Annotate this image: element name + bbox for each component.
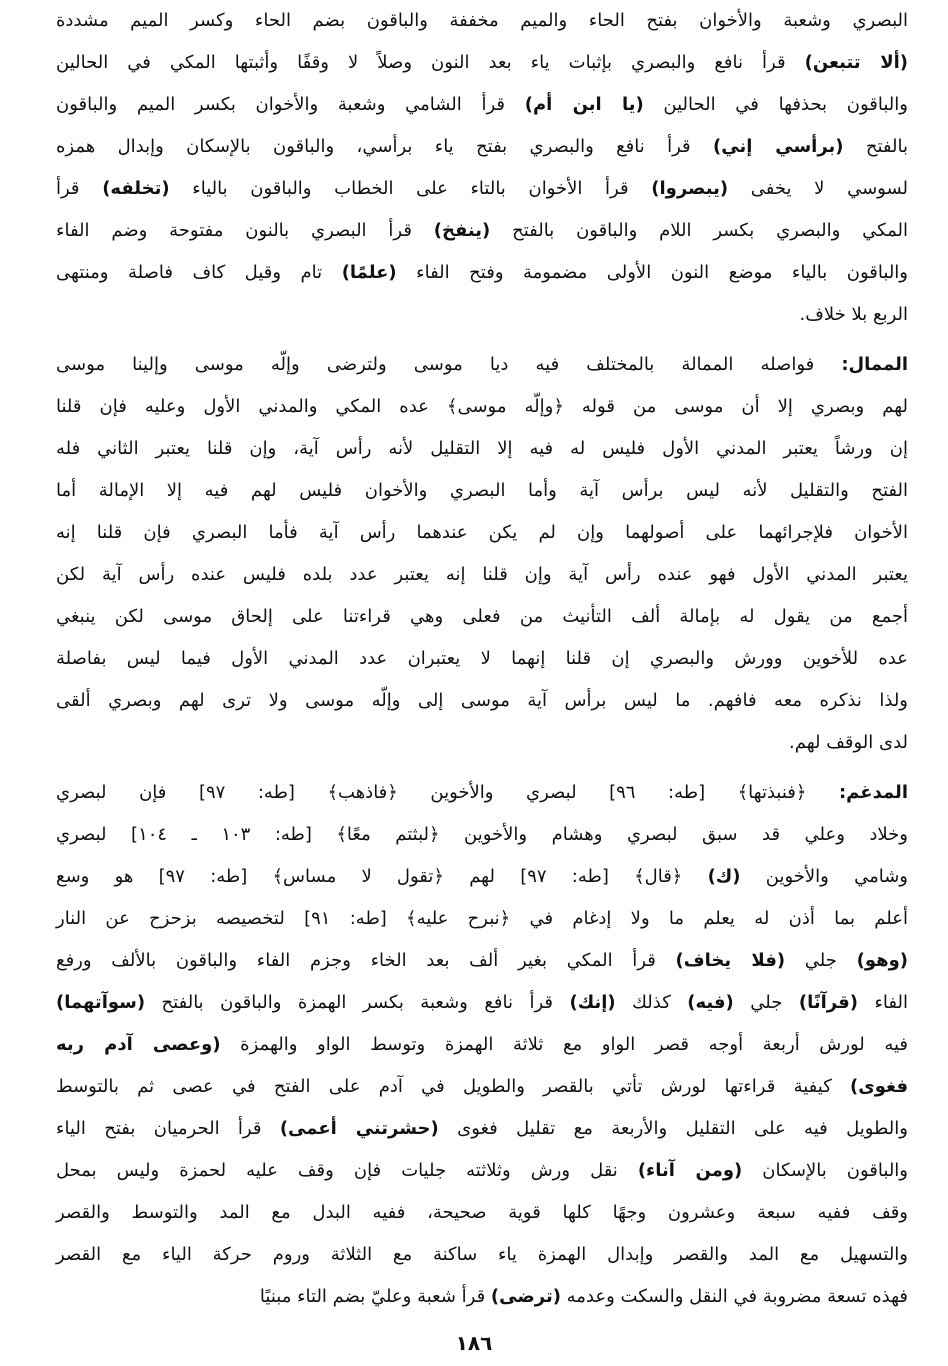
quranic-term: (قرآنًا): [798, 992, 858, 1013]
quranic-term: (سوآتهما): [56, 992, 146, 1013]
text-run: نقل ورش وثلاثته جليات فإن وقف عليه لحمزة وليس بمحل: [56, 1160, 638, 1181]
text-run: جلي: [733, 992, 799, 1013]
quranic-term: (ومن آناء): [637, 1160, 743, 1181]
text-line: [56, 294, 908, 336]
text-line: [56, 344, 908, 386]
text-run: فهذه تسعة مضروبة في النقل والسكت وعدمه: [560, 1286, 908, 1307]
text-run: والباقون بحذفها في الحالين: [643, 94, 908, 115]
text-run: كذلك: [615, 992, 688, 1013]
text-run: الربع بلا خلاف.: [799, 304, 908, 325]
text-run: بالفتح: [843, 136, 908, 157]
quranic-term: (فيه): [687, 992, 734, 1013]
text-line: [56, 126, 908, 168]
text-line: [56, 940, 908, 982]
text-run: إن ورشاً يعتبر المدني الأول فليس له فيه إلا التقليل لأنه رأس آية، وإن قلنا يعتبر الثاني فله: [56, 438, 908, 459]
text-run: ﴿فنبذتها﴾ [طه: ٩٦] لبصري والأخوين ﴿فاذهب﴾ [طه: ٩٧] فإن لبصري: [56, 782, 839, 803]
text-run: قرأ المكي بغير ألف بعد الخاء وجزم الفاء والباقون بالألف ورفع: [56, 950, 676, 971]
quranic-term: (إنك): [569, 992, 616, 1013]
text-line: [56, 638, 908, 680]
text-line: [56, 1108, 908, 1150]
paragraph-readings: [56, 0, 908, 336]
text-run: وشامي والأخوين: [740, 866, 908, 887]
text-run: ولذا نذكره معه فافهم. ما ليس برأس آية موسى إلى وإلّه موسى ولا ترى لهم وبصري ألقى: [56, 690, 908, 711]
paragraph-mudgham: [56, 772, 908, 1318]
text-run: قرأ نافع وشعبة بكسر الهمزة والباقون بالفتح: [145, 992, 570, 1013]
text-line: [56, 814, 908, 856]
quranic-term: (ألا تتبعن): [804, 52, 909, 73]
text-line: [56, 1276, 908, 1318]
quranic-term: (وهو): [856, 950, 909, 971]
text-run: لهم وبصري إلا أن موسى من قوله ﴿وإلّه موسى﴾ عده المكي والمدني الأول وعليه فإن قلنا: [56, 396, 908, 417]
text-run: المكي والبصري بكسر اللام والباقون بالفتح: [490, 220, 908, 241]
text-run: جلي: [785, 950, 857, 971]
text-line: [56, 386, 908, 428]
quranic-term: فغوى): [850, 1076, 908, 1097]
text-run: لسوسي لا يخفى: [728, 178, 909, 199]
quranic-term: (علمًا): [341, 262, 397, 283]
text-run: قرأ نافع والبصري بفتح ياء برأسي، والباقون بالإسكان وإبدال همزه: [56, 136, 713, 157]
text-run: عده للأخوين وورش والبصري إن قلنا إنهما لا يعتبران عدد المدني الأول فيما ليس بفاصلة: [56, 648, 908, 669]
text-run: والباقون بالإسكان: [742, 1160, 908, 1181]
text-run: أجمع من يقول له بإمالة ألف التأنيث من فعلى وهي قراءتنا على إلحاق موسى لكن ينبغي: [56, 606, 908, 627]
text-line: [56, 772, 908, 814]
text-run: قرأ الأخوان بالتاء على الخطاب والباقون بالياء: [169, 178, 652, 199]
text-run: والطويل فيه على التقليل والأربعة مع تقليل فغوى: [438, 1118, 908, 1139]
quranic-term: (ينفخ): [433, 220, 491, 241]
text-line: [56, 856, 908, 898]
quranic-term: (يبصروا): [651, 178, 729, 199]
text-run: ﴿قال﴾ [طه: ٩٧] لهم ﴿تقول لا مساس﴾ [طه: ٩٧] هو وسع: [56, 866, 708, 887]
text-line: [56, 42, 908, 84]
book-page: [56, 0, 908, 1318]
section-heading: المدغم:: [838, 782, 908, 803]
text-line: [56, 84, 908, 126]
text-line: [56, 470, 908, 512]
paragraph-mumal: [56, 344, 908, 764]
text-run: وقف ففيه سبعة وعشرون وجهًا كلها قوية صحيحة، ففيه البدل مع المد والتوسط والقصر: [56, 1202, 908, 1223]
text-line: [56, 512, 908, 554]
text-run: قرأ الحرميان بفتح الياء: [56, 1118, 280, 1139]
quranic-term: (فلا يخاف): [675, 950, 786, 971]
text-line: [56, 168, 908, 210]
text-line: [56, 1024, 908, 1066]
text-line: [56, 210, 908, 252]
text-run: قرأ: [56, 178, 103, 199]
text-line: [56, 680, 908, 722]
quranic-term: (ترضى): [490, 1286, 561, 1307]
text-run: أعلم بما أذن له يعلم ما ولا إدغام في ﴿نبرح عليه﴾ [طه: ٩١] لتخصيصه بزحزح عن النار: [56, 908, 908, 929]
text-run: والتسهيل مع المد والقصر وإبدال الهمزة ياء ساكنة مع الثلاثة وروم حركة الياء مع القصر: [56, 1244, 908, 1265]
quranic-term: (ك): [707, 866, 741, 887]
text-run: وخلاد وعلي قد سبق لبصري وهشام والأخوين ﴿لبثتم معًا﴾ [طه: ١٠٣ ـ ١٠٤] لبصري: [56, 824, 908, 845]
text-run: كيفية قراءتها لورش تأتي بالقصر والطويل في آدم على الفتح في عصى ثم بالتوسط: [56, 1076, 851, 1097]
text-line: [56, 596, 908, 638]
text-line: [56, 722, 908, 764]
quranic-term: (وعصى آدم ربه: [56, 1034, 221, 1055]
text-run: قرأ شعبة وعليّ بضم التاء مبنيًا: [259, 1286, 491, 1307]
section-heading: الممال:: [841, 354, 908, 375]
text-run: فواصله الممالة بالمختلف فيه ديا موسى ولترضى وإلّه موسى وإلينا موسى: [56, 354, 842, 375]
text-run: قرأ نافع والبصري بإثبات ياء بعد النون وصلاً لا وقفًا وأثبتها المكي في الحالين: [56, 52, 805, 73]
text-run: فيه لورش أربعة أوجه قصر الواو مع ثلاثة الهمزة وتوسط الواو والهمزة: [220, 1034, 909, 1055]
quranic-term: (برأسي إني): [713, 136, 844, 157]
text-run: قرأ البصري بالنون مفتوحة وضم الفاء: [56, 220, 434, 241]
text-line: [56, 0, 908, 42]
text-run: الفاء: [857, 992, 908, 1013]
text-run: يعتبر المدني الأول فهو عنده رأس آية وإن قلنا إنه يعتبر عدد بلده فليس عنده رأس آية لكن: [56, 564, 908, 585]
quranic-term: (حشرتني أعمى): [279, 1118, 439, 1139]
text-line: [56, 1234, 908, 1276]
page-number: ١٨٦: [455, 1331, 493, 1355]
text-run: قرأ الشامي وشعبة والأخوان بكسر الميم والباقون: [56, 94, 525, 115]
text-run: البصري وشعبة والأخوان بفتح الحاء والميم مخففة والباقون بضم الحاء وكسر الميم مشددة: [56, 10, 908, 31]
text-run: والباقون بالياء موضع النون الأولى مضمومة وفتح الفاء: [396, 262, 908, 283]
text-run: الأخوان فلإجرائهما على أصولهما وإن لم يكن عندهما رأس آية فأما البصري فإن قلنا إنه: [56, 522, 908, 543]
quranic-term: (يا ابن أم): [524, 94, 644, 115]
text-line: [56, 1066, 908, 1108]
text-line: [56, 1150, 908, 1192]
quranic-term: (تخلفه): [102, 178, 170, 199]
text-run: الفتح والتقليل لأنه ليس برأس آية وأما البصري والأخوان فليس لهم فيه إلا الإمالة أما: [56, 480, 908, 501]
text-line: [56, 554, 908, 596]
text-line: [56, 428, 908, 470]
text-run: تام وقيل كاف فاصلة ومنتهى: [56, 262, 342, 283]
text-line: [56, 252, 908, 294]
text-run: لدى الوقف لهم.: [789, 732, 908, 753]
text-line: [56, 898, 908, 940]
text-line: [56, 982, 908, 1024]
text-line: [56, 1192, 908, 1234]
